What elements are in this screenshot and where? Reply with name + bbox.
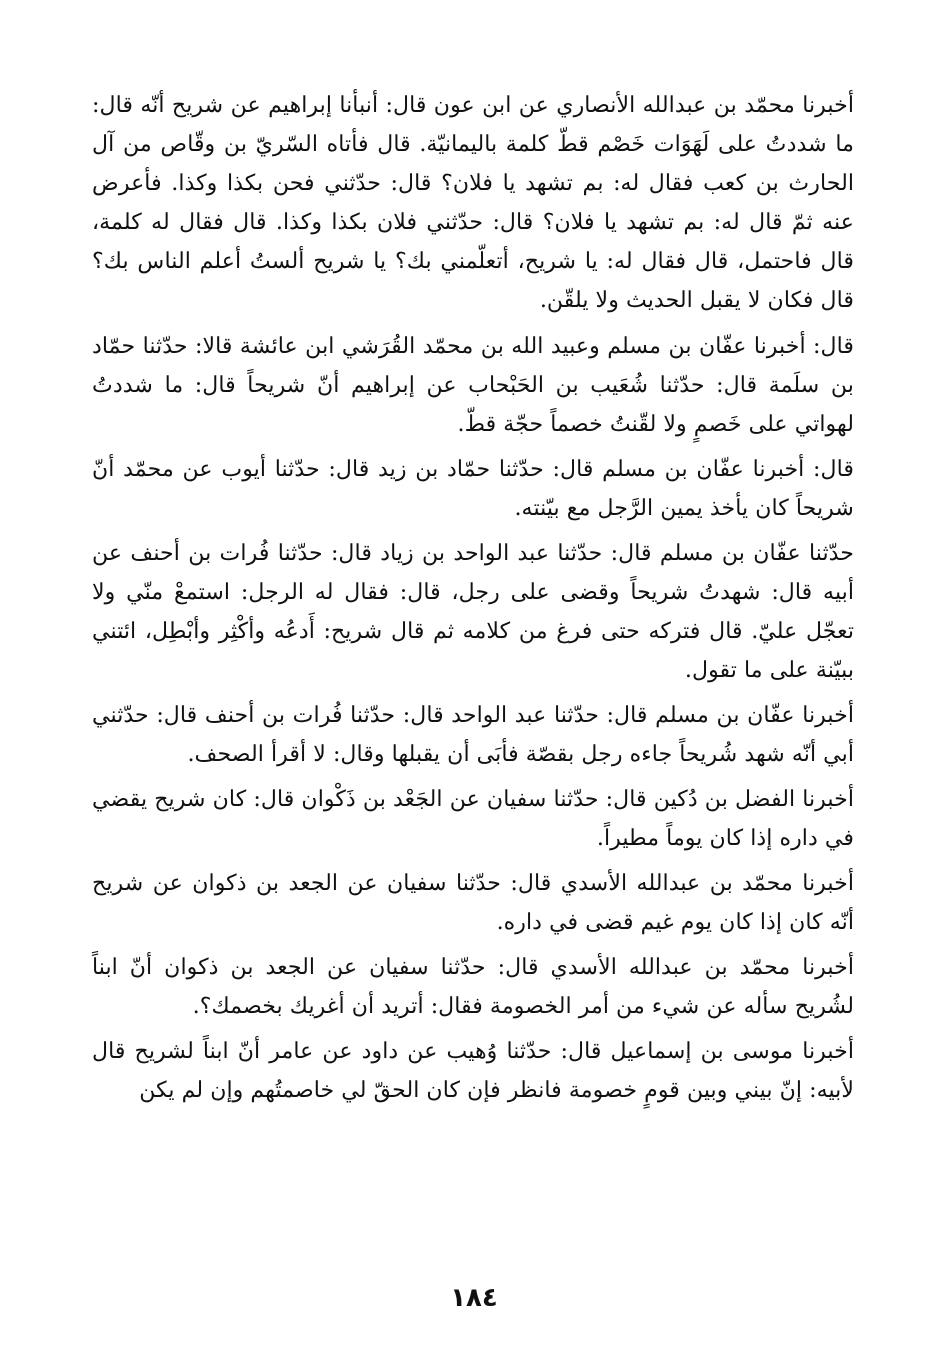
paragraph-2: قال: أخبرنا عفّان بن مسلم وعبيد الله بن محمّد القُرَشي ابن عائشة قالا: حدّثنا حمّاد بن سلَمة قال: حدّثنا شُعَيب بن الحَبْحاب عن إبراهيم أنّ شريحاً قال: ما شددتُ لهواتي على خَصمٍ ولا لقّنتُ خصماً حجّة قطّ.: [92, 333, 854, 437]
paragraph-6: أخبرنا الفضل بن دُكين قال: حدّثنا سفيان عن الجَعْد بن ذَكْوان قال: كان شريح يقضي في داره إذا كان يوماً مطيراً.: [92, 786, 854, 851]
page-body: [92, 86, 854, 1116]
paragraph-8: أخبرنا محمّد بن عبدالله الأسدي قال: حدّثنا سفيان عن الجعد بن ذكوان أنّ ابناً لشُريح سأله عن شيء من أمر الخصومة فقال: أتريد أن أغريك بخصمك؟.: [92, 954, 854, 1019]
paragraph-9: أخبرنا موسى بن إسماعيل قال: حدّثنا وُهيب عن داود عن عامر أنّ ابناً لشريح قال لأبيه: إنّ بيني وبين قومٍ خصومة فانظر فإن كان الحقّ لي خاصمتُهم وإن لم يكن: [92, 1038, 854, 1103]
paragraph-7: أخبرنا محمّد بن عبدالله الأسدي قال: حدّثنا سفيان عن الجعد بن ذكوان عن شريح أنّه كان إذا كان يوم غيم قضى في داره.: [92, 870, 854, 935]
paragraph-1: أخبرنا محمّد بن عبدالله الأنصاري عن ابن عون قال: أنبأنا إبراهيم عن شريح أنّه قال: ما شددتُ على لَهَوَات خَصْم قطّ كلمة باليمانيّة. قال فأتاه السّريّ بن وقّاص من آل الحارث بن كعب فقال له: بم تشهد يا فلان؟ قال: حدّثني فحن بكذا وكذا. فأعرض عنه ثمّ قال له: بم تشهد يا فلان؟ قال: حدّثني فلان بكذا وكذا. قال فقال له كلمة، قال فاحتمل، قال فقال له: يا شريح، أتعلّمني بك؟ يا شريح ألستُ أعلم الناس بك؟ قال فكان لا يقبل الحديث ولا يلقّن.: [92, 92, 854, 313]
page-number: ١٨٤: [450, 1283, 498, 1313]
paragraph-5: أخبرنا عفّان بن مسلم قال: حدّثنا عبد الواحد قال: حدّثنا فُرات بن أحنف قال: حدّثني أبي أنّه شهد شُريحاً جاءه رجل بقصّة فأبَى أن يقبلها وقال: لا أقرأ الصحف.: [92, 702, 854, 767]
paragraph-4: حدّثنا عفّان بن مسلم قال: حدّثنا عبد الواحد بن زياد قال: حدّثنا فُرات بن أحنف عن أبيه قال: شهدتُ شريحاً وقضى على رجل، قال: فقال له الرجل: استمعْ منّي ولا تعجّل عليّ. قال فتركه حتى فرغ من كلامه ثم قال شريح: أَدعُه وأكْثِر وأبْطِل، ائتني ببيّنة على ما تقول.: [92, 540, 854, 683]
paragraph-3: قال: أخبرنا عفّان بن مسلم قال: حدّثنا حمّاد بن زيد قال: حدّثنا أيوب عن محمّد أنّ شريحاً كان يأخذ يمين الرَّجل مع بيّنته.: [92, 456, 854, 521]
